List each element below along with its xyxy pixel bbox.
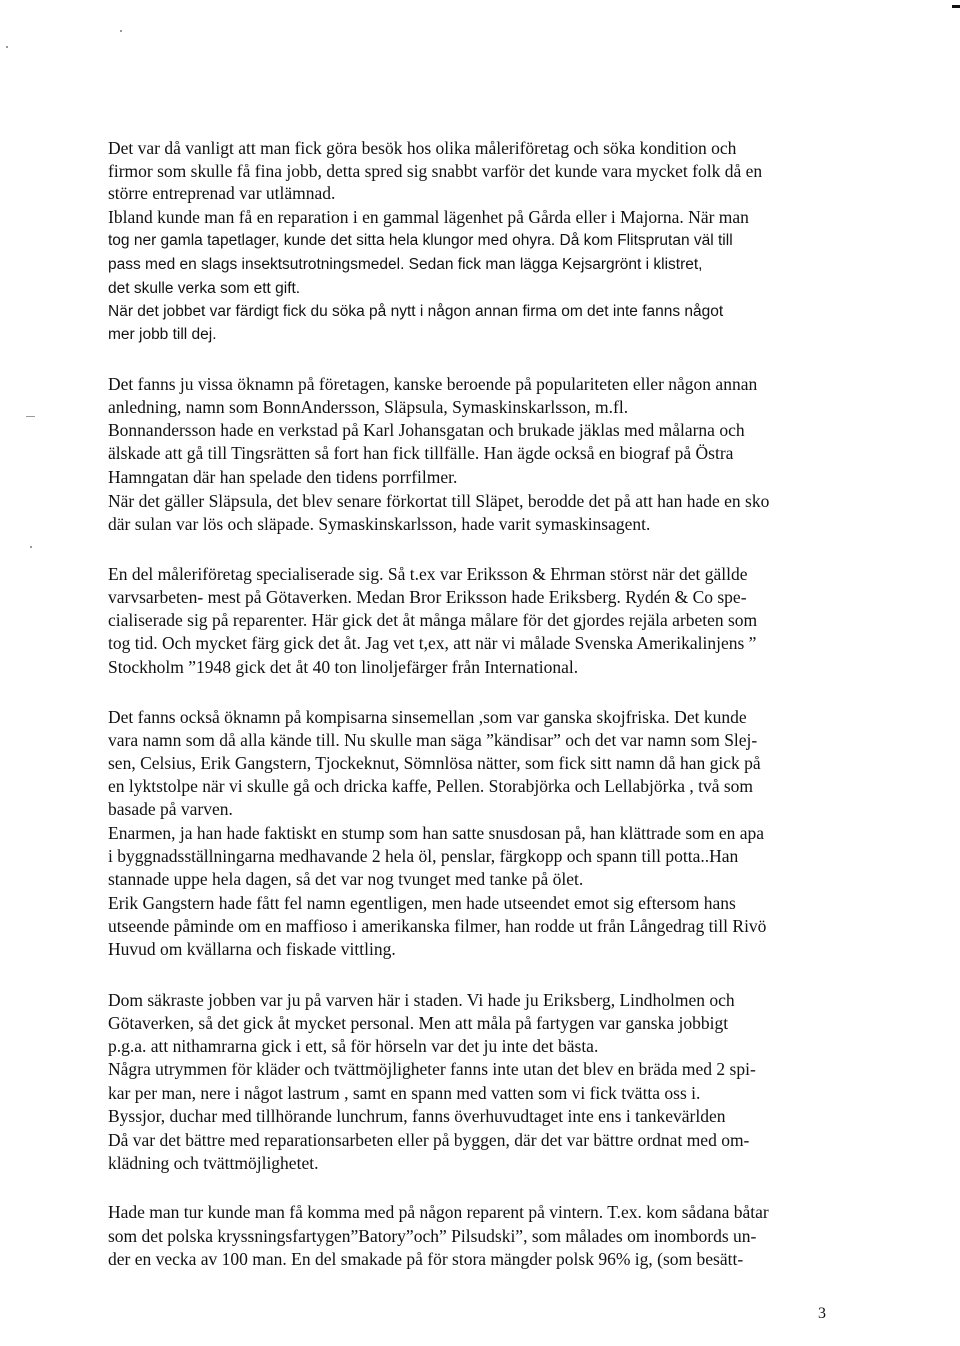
text-line: vara namn som då alla kände till. Nu skulle man säga ”kändisar” och det var namn som Slej- — [108, 730, 758, 750]
text-line: Stockholm ”1948 gick det åt 40 ton linoljefärger från International. — [108, 657, 579, 677]
text-line: varvsarbeten- mest på Götaverken. Medan Bror Eriksson hade Eriksberg. Rydén & Co spe- — [108, 587, 747, 607]
text-line: som det polska kryssningsfartygen”Batory”och” Pilsudski”, som målades om inombords un- — [108, 1226, 757, 1246]
text-line: mer jobb till dej. — [108, 326, 217, 343]
text-line: kar per man, nere i något lastrum , samt en spann med vatten som vi fick tvätta oss i. — [108, 1083, 701, 1103]
scan-speck — [6, 46, 8, 48]
scan-speck — [30, 546, 32, 548]
scan-corner-mark — [952, 5, 960, 8]
text-line: tog tid. Och mycket färg gick det åt. Jag vet t,ex, att när vi målade Svenska Amerikalinjens ” — [108, 633, 757, 653]
text-line: Enarmen, ja han hade faktiskt en stump som han satte snusdosan på, han klättrade som en apa — [108, 823, 765, 843]
text-line: Det var då vanligt att man fick göra besök hos olika måleriföretag och söka kondition och — [108, 138, 737, 158]
text-line: Bonnandersson hade en verkstad på Karl Johansgatan och brukade jäklas med målarna och — [108, 420, 745, 440]
text-line: Byssjor, duchar med tillhörande lunchrum, fanns överhuvudtaget inte ens i tankevärlden — [108, 1106, 726, 1126]
text-line: anledning, namn som BonnAndersson, Släpsula, Symaskinskarlsson, m.fl. — [108, 397, 629, 417]
text-line: Några utrymmen för kläder och tvättmöjligheter fanns inte utan det blev en bräda med 2 spi- — [108, 1059, 756, 1079]
text-line: stannade uppe hela dagen, så det var nog tvunget med tanke på ölet. — [108, 869, 584, 889]
text-line: Erik Gangstern hade fått fel namn egentligen, men hade utseendet emot sig eftersom hans — [108, 893, 736, 913]
page-number: 3 — [818, 1305, 826, 1322]
text-line: cialiserade sig på reparenter. Här gick det åt många målare för det gjordes rejäla arbeten som — [108, 610, 758, 630]
text-line: der en vecka av 100 man. En del smakade på för stora mängder polsk 96% ig, (som besätt- — [108, 1249, 744, 1269]
text-line: firmor som skulle få fina jobb, detta spred sig snabbt varför det kunde vara mycket folk då en — [108, 161, 763, 181]
text-line: pass med en slags insektsutrotningsmedel. Sedan fick man lägga Kejsargrönt i klistret, — [108, 256, 703, 273]
text-line: När det jobbet var färdigt fick du söka på nytt i någon annan firma om det inte fanns något — [108, 303, 724, 320]
text-line: klädning och tvättmöjlighetet. — [108, 1153, 319, 1173]
text-line: Det fanns ju vissa öknamn på företagen, kanske beroende på populariteten eller någon annan — [108, 374, 758, 394]
text-line: När det gäller Släpsula, det blev senare förkortat till Släpet, berodde det på att han hade en sko — [108, 491, 770, 511]
text-line: Hade man tur kunde man få komma med på någon reparent på vintern. T.ex. kom sådana båtar — [108, 1202, 769, 1222]
text-line: tog ner gamla tapetlager, kunde det sitta hela klungor med ohyra. Då kom Flitsprutan väl till — [108, 232, 733, 249]
scan-speck — [26, 416, 35, 417]
text-line: sen, Celsius, Erik Gangstern, Tjockeknut, Sömnlösa nätter, som fick sitt namn då han gick på — [108, 753, 761, 773]
text-line: Huvud om kvällarna och fiskade vittling. — [108, 939, 396, 959]
text-line: basade på varven. — [108, 799, 233, 819]
text-line: det skulle verka som ett gift. — [108, 280, 301, 297]
text-line: Då var det bättre med reparationsarbeten eller på byggen, där det var bättre ordnat med om- — [108, 1130, 750, 1150]
text-line: En del måleriföretag specialiserade sig. Så t.ex var Eriksson & Ehrman störst när det gällde — [108, 564, 748, 584]
text-line: större entreprenad var utlämnad. — [108, 183, 336, 203]
scan-speck — [120, 30, 122, 32]
text-line: utseende påminde om en maffioso i amerikanska filmer, han rodde ut från Långedrag till Rivö — [108, 916, 767, 936]
text-line: där sulan var lös och släpade. Symaskinskarlsson, hade varit symaskinsagent. — [108, 514, 651, 534]
text-line: i byggnadsställningarna medhavande 2 hela öl, penslar, färgkopp och spann till potta..Han — [108, 846, 739, 866]
text-line: p.g.a. att nithamrarna gick i ett, så för hörseln var det ju inte det bästa. — [108, 1036, 599, 1056]
text-line: Det fanns också öknamn på kompisarna sinsemellan ,som var ganska skojfriska. Det kunde — [108, 707, 747, 727]
text-line: älskade att gå till Tingsrätten så fort han fick tillfälle. Han ägde också en biograf på Östra — [108, 443, 734, 463]
text-line: en lyktstolpe när vi skulle gå och dricka kaffe, Pellen. Storabjörka och Lellabjörka , två som — [108, 776, 754, 796]
text-line: Dom säkraste jobben var ju på varven här i staden. Vi hade ju Eriksberg, Lindholmen och — [108, 990, 735, 1010]
text-line: Ibland kunde man få en reparation i en gammal lägenhet på Gårda eller i Majorna. När man — [108, 207, 749, 227]
text-line: Hamngatan där han spelade den tidens porrfilmer. — [108, 467, 458, 487]
text-line: Götaverken, så det gick åt mycket personal. Men att måla på fartygen var ganska jobbigt — [108, 1013, 729, 1033]
